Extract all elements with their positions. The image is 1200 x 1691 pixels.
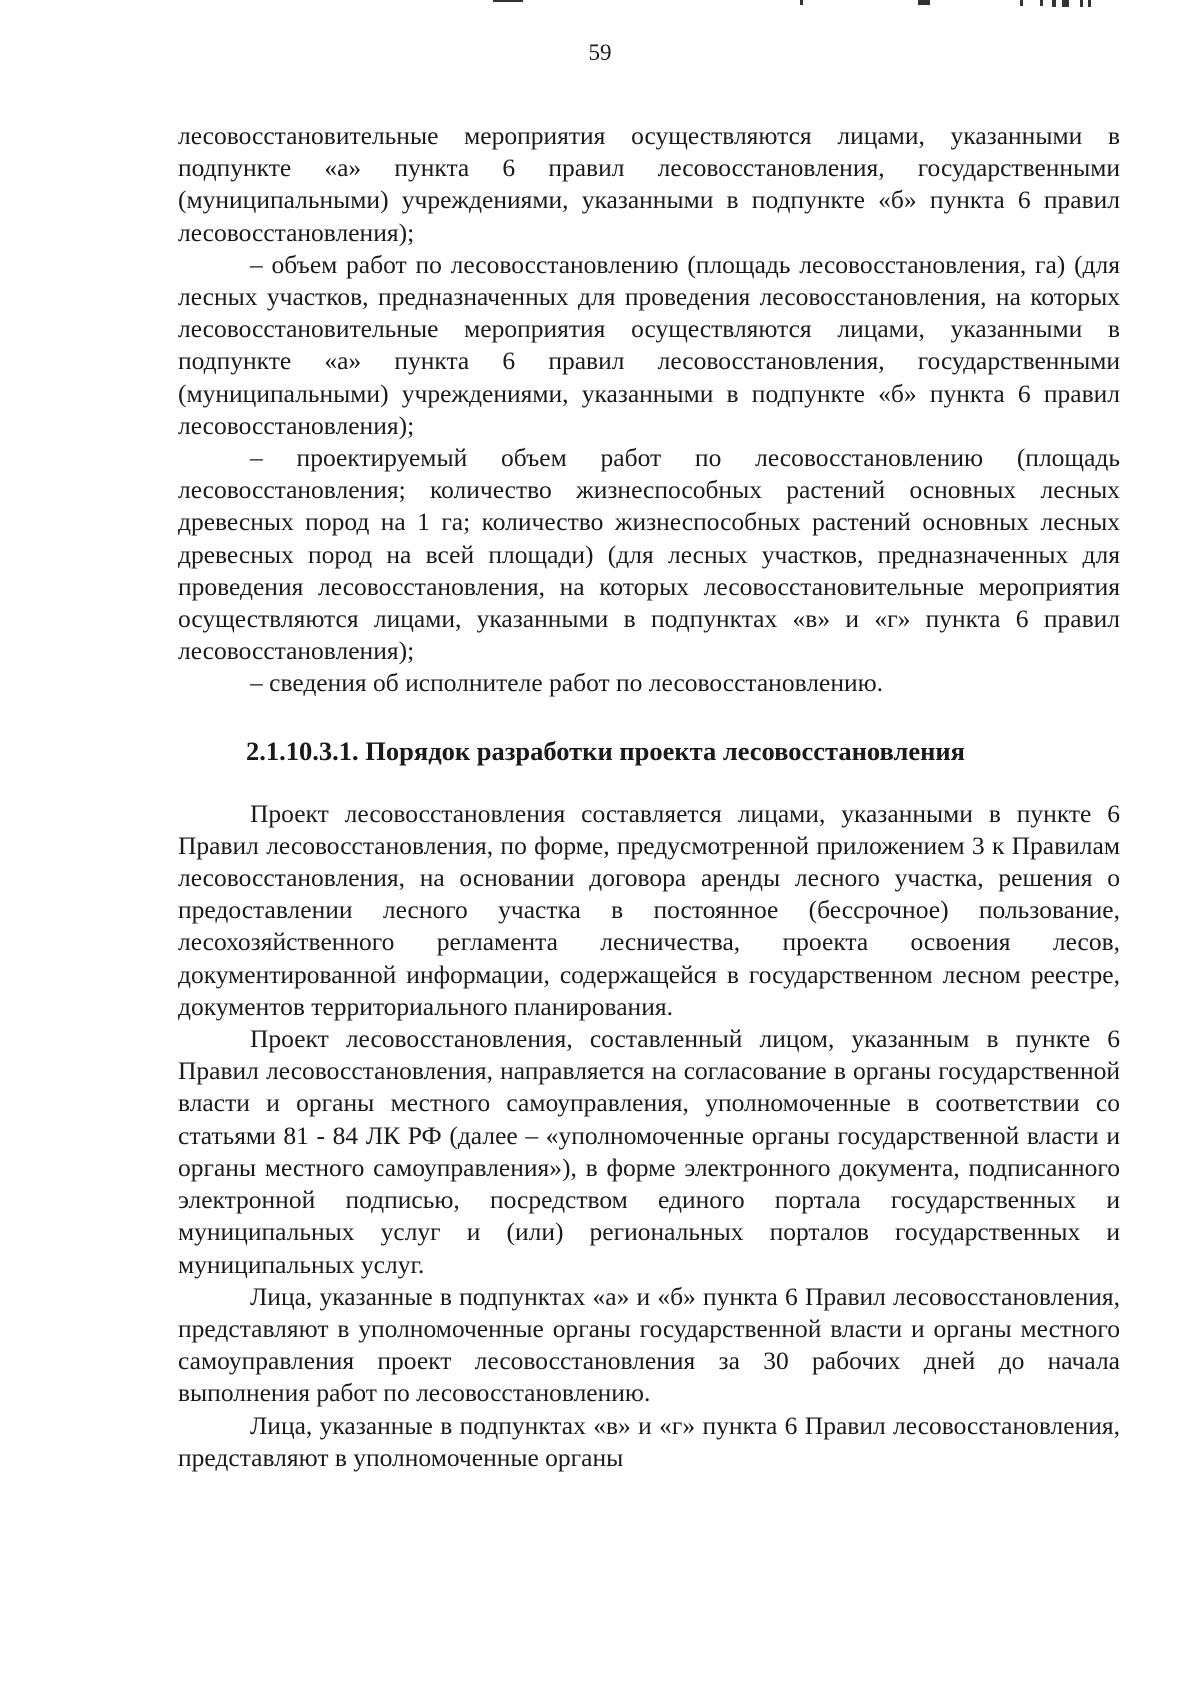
- section-heading: 2.1.10.3.1. Порядок разработки проекта лесовосстановления: [246, 735, 965, 766]
- paragraph: Проект лесовосстановления составляется лицами, указанными в пункте 6 Правил лесовосстановления, по форме, предусмотренной приложением 3 к Правилам лесовосстановления, на основании договора аренды лесного участка, решения о предоставлении лесного участка в постоянное (бессрочное) пользование, лесохозяйственного регламента лесничества, проекта освоения лесов, документированной информации, содержащейся в государственном лесном реестре, документов территориального планирования.: [178, 798, 1120, 1021]
- scan-artifacts: [0, 0, 1200, 10]
- scan-artifact: [1052, 0, 1056, 7]
- scan-artifact: [493, 0, 523, 2]
- scan-artifact: [800, 0, 803, 5]
- list-item: – сведения об исполнителе работ по лесовосстановлению.: [250, 668, 884, 698]
- paragraph: Лица, указанные в подпунктах «в» и «г» пункта 6 Правил лесовосстановления, представляют в уполномоченные органы: [178, 1410, 1120, 1472]
- paragraph: Проект лесовосстановления, составленный лицом, указанным в пункте 6 Правил лесовосстановления, направляется на согласование в органы государственной власти и органы местного самоуправления, уполномоченные в соответствии со статьями 81 - 84 ЛК РФ (далее – «уполномоченные органы государственной власти и органы местного самоуправления»), в форме электронного документа, подписанного электронной подписью, посредством единого портала государственных и муниципальных услуг и (или) региональных порталов государственных и муниципальных услуг.: [178, 1024, 1120, 1279]
- paragraph: лесовосстановительные мероприятия осуществляются лицами, указанными в подпункте «а» пункта 6 правил лесовосстановления, государственными (муниципальными) учреждениями, указанными в подпункте «б» пункта 6 правил лесовосстановления);: [178, 121, 1120, 247]
- paragraph: Лица, указанные в подпунктах «а» и «б» пункта 6 Правил лесовосстановления, представляют в уполномоченные органы государственной власти и органы местного самоуправления проект лесовосстановления за 30 рабочих дней до начала выполнения работ по лесовосстановлению.: [178, 1281, 1120, 1408]
- scan-artifact: [1080, 0, 1083, 7]
- list-item: – проектируемый объем работ по лесовосстановлению (площадь лесовосстановления; количество жизнеспособных растений основных лесных древесных пород на 1 га; количество жизнеспособных растений основных лесных древесных пород на всей площади) (для лесных участков, предназначенных для проведения лесовосстановления, на которых лесовосстановительные мероприятия осуществляются лицами, указанными в подпунктах «в» и «г» пункта 6 правил лесовосстановления);: [178, 443, 1120, 666]
- scan-artifact: [1088, 0, 1091, 7]
- list-item: – объем работ по лесовосстановлению (площадь лесовосстановления, га) (для лесных участков, предназначенных для проведения лесовосстановления, на которых лесовосстановительные мероприятия осуществляются лицами, указанными в подпункте «а» пункта 6 правил лесовосстановления, государственными (муниципальными) учреждениями, указанными в подпункте «б» пункта 6 правил лесовосстановления);: [178, 249, 1120, 440]
- page-number: 59: [588, 40, 612, 65]
- document-body: [178, 120, 1120, 1474]
- scan-artifact: [1062, 0, 1069, 7]
- scan-artifact: [1020, 0, 1023, 6]
- scan-artifact: [1040, 0, 1043, 6]
- scan-artifact: [918, 0, 930, 5]
